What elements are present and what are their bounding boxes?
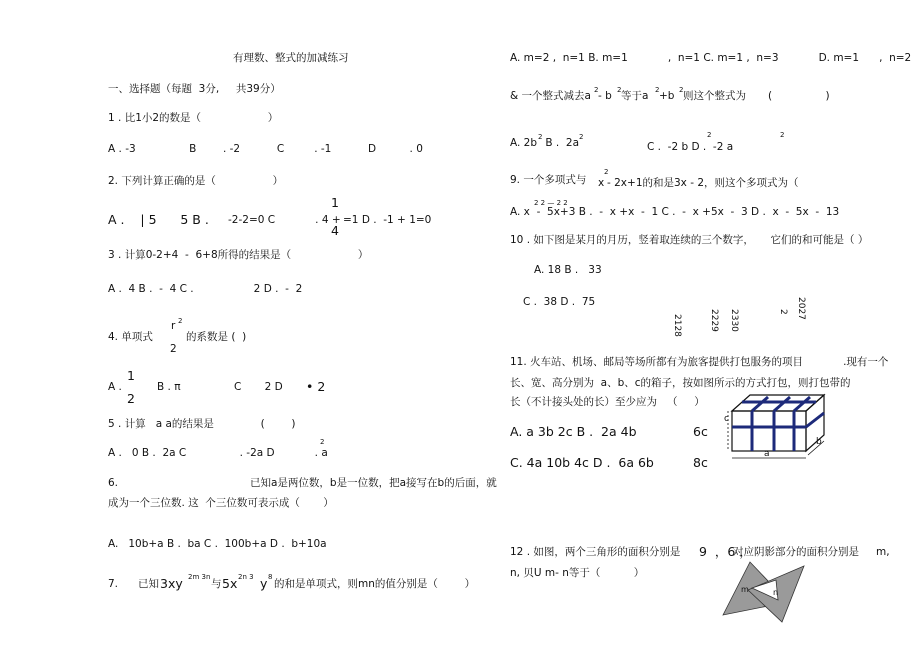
q8-stem-c: 等于a — [621, 90, 649, 102]
q4-option-d: • 2 — [306, 379, 326, 394]
q9-x: x — [598, 177, 605, 189]
q7-term1: 3xy — [160, 576, 183, 591]
q8-exp4: 2 — [679, 86, 684, 94]
q4-numerator: r — [171, 320, 176, 332]
q8-exp1: 2 — [594, 86, 599, 94]
q4-stem-right: 的系数是 ( ) — [186, 331, 247, 343]
q12-line2: n, 贝U m- n等于（ ） — [510, 567, 645, 579]
triangle-label-m: m — [741, 585, 749, 594]
calendar-column-2: 2229 — [709, 309, 719, 332]
q5-exponent: 2 — [320, 438, 325, 446]
q7-term3: y — [260, 576, 268, 591]
q4-option-a-denominator: 2 — [127, 391, 135, 406]
q10-options-1: A. 18 B . 33 — [534, 264, 602, 276]
q4-numerator-exponent: 2 — [178, 317, 183, 325]
q8-option-a: A. 2b — [510, 137, 538, 149]
q12-stem-b: 对应阴影部分的面积分别是 — [733, 546, 859, 558]
calendar-column-5: 2 — [778, 309, 788, 315]
q5-stem: 5 . 计算 a a的结果是 ( ) — [108, 418, 296, 430]
q1-stem: 1 . 比1小2的数是（ ） — [108, 112, 279, 124]
q4-option-a: A . — [108, 381, 122, 393]
page-title: 有理数、整式的加减练习 — [233, 52, 349, 64]
q12-stem-a: 12 . 如图，两个三角形的面积分别是 — [510, 546, 681, 558]
calendar-column-1: 2128 — [672, 314, 682, 337]
q3-options: A . 4 B . - 4 C . 2 D . - 2 — [108, 283, 303, 295]
triangles-figure — [718, 560, 808, 625]
q2-fraction-numerator: 1 — [331, 195, 339, 210]
q3-stem: 3 . 计算0-2+4 - 6+8所得的结果是（ ） — [108, 249, 369, 261]
q7-options: A. m=2 , n=1 B. m=1 , n=1 C. m=1 , n=3 D. m=1 , n=2 — [510, 52, 912, 64]
calendar-column-3: 2330 — [729, 309, 739, 332]
q9-stem-a: 9. 一个多项式与 — [510, 174, 587, 186]
calendar-column-4: 2027 — [796, 297, 806, 320]
q6-line1: 已知a是两位数，b是一位数，把a接写在b的后面，就 — [250, 477, 497, 489]
q11-option-2-end: 8c — [693, 455, 708, 470]
q5-options: A . 0 B . 2a C . -2a D . a — [108, 447, 328, 459]
q2-fraction-denominator: 4 — [331, 223, 339, 238]
q7-term1-exponent: 2m 3n — [188, 573, 211, 581]
q2-option-mid: -2-2=0 C . 4 + — [228, 214, 341, 226]
q7-tail: 的和是单项式，则mn的值分别是（ ） — [274, 578, 476, 590]
q8-stem-e: 则这个整式为 — [683, 90, 746, 102]
q7-term2-exponent: 2n 3 — [238, 573, 254, 581]
q8-exp2: 2 — [617, 86, 622, 94]
q8-option-cd: C . -2 b D . -2 a — [647, 141, 734, 153]
q12-m: m, — [876, 546, 890, 558]
q8-stem-d: +b — [659, 90, 675, 102]
box-label-b: b — [816, 437, 822, 447]
q8-option-b-exp: 2 — [579, 133, 584, 141]
q8-exp3: 2 — [655, 86, 660, 94]
q6-number: 6. — [108, 477, 119, 489]
package-box-figure — [720, 385, 830, 465]
q6-options: A. 10b+a B . ba C . 100b+a D . b+10a — [108, 538, 327, 550]
q2-stem: 2. 下列计算正确的是（ ） — [108, 175, 284, 187]
q11-option-2: C. 4a 10b 4c D . 6a 6b — [510, 455, 654, 470]
q11-option-1: A. a 3b 2c B . 2a 4b — [510, 424, 637, 439]
q9-options: A. x - 5x+3 B . - x +x - 1 C . - x +5x - 3 D . x - 5x - 13 — [510, 206, 840, 218]
triangle-label-n: n — [773, 588, 779, 597]
q8-paren: ( ) — [768, 90, 830, 102]
q4-stem-left: 4. 单项式 — [108, 331, 153, 343]
q4-option-rest: B . π C 2 D — [157, 381, 283, 393]
section-heading: 一、选择题（每题 3分, 共39分） — [108, 83, 281, 95]
q11-option-1-end: 6c — [693, 424, 708, 439]
q9-small-exponents: 2 2 — 2 2 — [534, 199, 568, 207]
q4-option-a-numerator: 1 — [127, 368, 135, 383]
q6-line2: 成为一个三位数. 这 个三位数可表示成（ ） — [108, 497, 334, 509]
q7-and: 与 — [211, 578, 222, 590]
q8-option-b: B . 2a — [542, 137, 580, 149]
q8-stem-a: & 一个整式减去a — [510, 90, 591, 102]
q11-line1: 11. 火车站、机场、邮局等场所都有为旅客提供打包服务的项目 .现有一个 — [510, 356, 889, 368]
q11-line3: 长（不计接头处的长）至少应为 （ ） — [510, 396, 705, 408]
q7-number: 7. — [108, 578, 119, 590]
box-label-c: c — [724, 414, 729, 424]
q8-option-c-exp: 2 — [707, 131, 712, 139]
box-label-a: a — [764, 449, 770, 459]
q4-denominator: 2 — [170, 343, 177, 355]
q2-option-a: A . | 5 5 B . — [108, 212, 209, 227]
q8-option-a-exp: 2 — [538, 133, 543, 141]
q9-stem-b: - 2x+1的和是3x - 2，则这个多项式为（ — [607, 177, 799, 189]
q7-term3-exponent: 8 — [268, 573, 273, 581]
q2-option-end: =1 D . -1 + 1=0 — [343, 214, 432, 226]
q8-option-d-exp: 2 — [780, 131, 785, 139]
q7-term2: 5x — [222, 576, 238, 591]
q9-x-exp: 2 — [604, 168, 609, 176]
q7-lead: 已知 — [138, 578, 159, 590]
q10-options-2: C . 38 D . 75 — [523, 296, 596, 308]
q10-stem: 10 . 如下图是某月的月历，竖着取连续的三个数字， 它们的和可能是（ ） — [510, 234, 869, 246]
q12-values: 9 ，6 ， — [699, 544, 752, 559]
q1-options: A . -3 B . -2 C . -1 D . 0 — [108, 143, 423, 155]
q8-stem-b: - b — [598, 90, 612, 102]
q11-line2: 长、宽、高分别为 a、b、c的箱子，按如图所示的方式打包，则打包带的 — [510, 377, 851, 389]
